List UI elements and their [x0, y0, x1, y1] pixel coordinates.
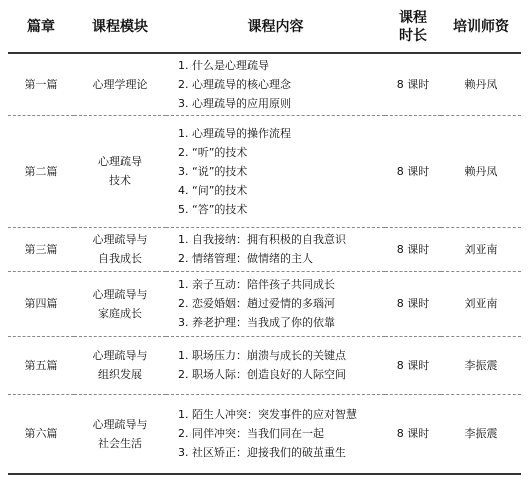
content-item: 2. “听”的技术 [178, 145, 248, 159]
content-item: 2. 情绪管理：做情绪的主人 [178, 252, 313, 265]
content-item: 2. 恋爱婚姻：趟过爱情的多瑙河 [178, 297, 335, 310]
table-row [8, 53, 521, 115]
content-cell [166, 115, 385, 227]
content-item: 1. 心理疏导的操作流程 [178, 126, 291, 140]
module-line: 心理疏导与 [92, 287, 148, 301]
content-cell [166, 336, 385, 394]
table-row [8, 227, 521, 271]
module-line: 心理疏导 [98, 155, 142, 168]
module-cell [74, 271, 166, 336]
header-hours-line2: 时长 [399, 28, 427, 44]
content-item: 3. 心理疏导的应用原则 [178, 96, 291, 110]
module-line: 社会生活 [98, 436, 142, 450]
content-cell [166, 271, 385, 336]
content-item: 3. 养老护理：当我成了你的依靠 [178, 316, 335, 329]
module-cell [74, 394, 166, 474]
content-item: 1. 陌生人冲突：突发事件的应对智慧 [178, 408, 357, 422]
chapter-cell: 第一篇 [24, 77, 58, 91]
trainer-cell: 刘亚南 [464, 242, 498, 256]
hours-cell: 8 课时 [396, 164, 430, 178]
course-table [8, 2, 521, 475]
module-cell [74, 336, 166, 394]
header-chapter: 篇章 [27, 19, 55, 35]
header-module: 课程模块 [92, 19, 148, 35]
content-cell [166, 227, 385, 271]
content-item: 1. 自我接纳：拥有积极的自我意识 [178, 233, 346, 246]
content-cell [166, 394, 385, 474]
module-cell [74, 115, 166, 227]
content-item: 4. “问”的技术 [178, 183, 248, 197]
module-line: 技术 [109, 174, 131, 187]
chapter-cell: 第三篇 [24, 242, 58, 256]
content-item: 1. 什么是心理疏导 [178, 58, 269, 72]
trainer-cell: 赖丹凤 [464, 77, 498, 91]
trainer-cell: 赖丹凤 [464, 164, 498, 178]
module-line: 自我成长 [98, 252, 142, 265]
content-item: 2. 职场人际：创造良好的人际空间 [178, 368, 346, 381]
module-line: 组织发展 [98, 368, 142, 381]
module-cell [74, 227, 166, 271]
content-item: 2. 心理疏导的核心理念 [178, 77, 291, 91]
chapter-cell: 第二篇 [24, 164, 58, 178]
table-row [8, 115, 521, 227]
content-item: 5. “答”的技术 [178, 202, 248, 216]
content-cell [166, 53, 385, 115]
chapter-cell: 第五篇 [24, 358, 58, 372]
hours-cell: 8 课时 [396, 77, 430, 91]
trainer-cell: 刘亚南 [464, 297, 498, 310]
header-hours [385, 2, 441, 53]
module-line: 心理学理论 [92, 77, 148, 91]
header-hours-line1: 课程 [399, 10, 427, 26]
module-cell [74, 53, 166, 115]
hours-cell: 8 课时 [396, 427, 430, 441]
trainer-cell: 李振震 [464, 358, 498, 372]
module-line: 心理疏导与 [92, 417, 148, 431]
content-item: 3. 社区矫正：迎接我们的破茧重生 [178, 446, 346, 460]
table-row [8, 394, 521, 474]
module-line: 家庭成长 [98, 306, 142, 320]
content-item: 2. 同伴冲突：当我们同在一起 [178, 427, 324, 441]
header-content: 课程内容 [247, 19, 304, 35]
module-line: 心理疏导与 [92, 349, 148, 362]
module-line: 心理疏导与 [92, 233, 148, 246]
chapter-cell: 第六篇 [24, 427, 58, 441]
content-item: 1. 亲子互动：陪伴孩子共同成长 [178, 278, 335, 291]
table-header-row [8, 2, 521, 53]
table-row [8, 336, 521, 394]
table-row [8, 271, 521, 336]
content-item: 3. “说”的技术 [178, 164, 248, 178]
hours-cell: 8 课时 [396, 358, 430, 372]
hours-cell: 8 课时 [396, 242, 430, 256]
header-trainer: 培训师资 [453, 19, 509, 35]
trainer-cell: 李振震 [464, 427, 498, 441]
content-item: 1. 职场压力：崩溃与成长的关键点 [178, 349, 346, 362]
hours-cell: 8 课时 [396, 297, 430, 310]
chapter-cell: 第四篇 [24, 297, 58, 310]
table-body [8, 53, 521, 474]
